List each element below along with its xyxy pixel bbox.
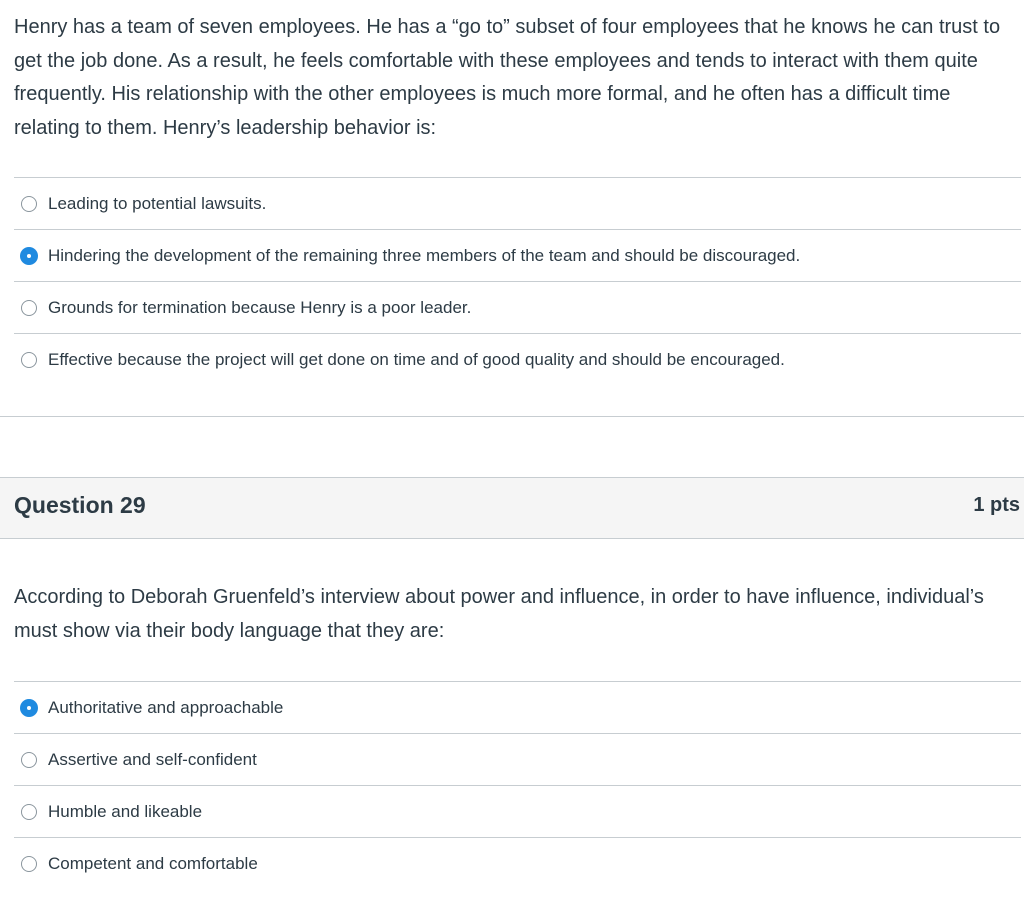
answer-label: Effective because the project will get done on time and of good quality and should be encouraged. <box>48 349 785 369</box>
answer-label: Grounds for termination because Henry is a poor leader. <box>48 297 472 317</box>
radio-unselected-icon[interactable] <box>21 752 37 768</box>
question-points: 1 pts <box>973 494 1020 516</box>
question-29-answers <box>14 681 1021 889</box>
answer-option[interactable] <box>14 229 1021 281</box>
radio-unselected-icon[interactable] <box>21 300 37 316</box>
answer-option[interactable] <box>14 681 1021 733</box>
question-title: Question 29 <box>14 492 146 518</box>
answer-option[interactable] <box>14 177 1021 229</box>
question-29-header <box>0 477 1024 539</box>
radio-unselected-icon[interactable] <box>21 856 37 872</box>
radio-unselected-icon[interactable] <box>21 352 37 368</box>
answer-label: Humble and likeable <box>48 801 203 821</box>
answer-option[interactable] <box>14 837 1021 889</box>
radio-unselected-icon[interactable] <box>21 804 37 820</box>
radio-selected-icon[interactable] <box>20 247 38 265</box>
answer-option[interactable] <box>14 785 1021 837</box>
question-28-prompt: Henry has a team of seven employees. He has a “go to” subset of four employees that he knows he can trust to get the job done. As a result, he feels comfortable with these employees and tends to interact with them quite frequently. His relationship with the other employees is much more formal, and he often has a difficult time relating to them. Henry’s leadership behavior is: <box>14 16 1001 139</box>
answer-label: Leading to potential lawsuits. <box>48 193 267 213</box>
answer-label: Authoritative and approachable <box>48 697 284 717</box>
radio-unselected-icon[interactable] <box>21 196 37 212</box>
answer-option[interactable] <box>14 333 1021 385</box>
question-28-answers <box>14 177 1021 385</box>
answer-option[interactable] <box>14 281 1021 333</box>
answer-label: Competent and comfortable <box>48 853 258 873</box>
answer-option[interactable] <box>14 733 1021 785</box>
answer-label: Hindering the development of the remaining three members of the team and should be discouraged. <box>48 245 801 265</box>
question-29-prompt: According to Deborah Gruenfeld’s interview about power and influence, in order to have influence, individual’s must show via their body language that they are: <box>14 586 984 642</box>
question-divider <box>0 416 1024 417</box>
radio-selected-icon[interactable] <box>20 699 38 717</box>
answer-label: Assertive and self-confident <box>48 749 257 769</box>
